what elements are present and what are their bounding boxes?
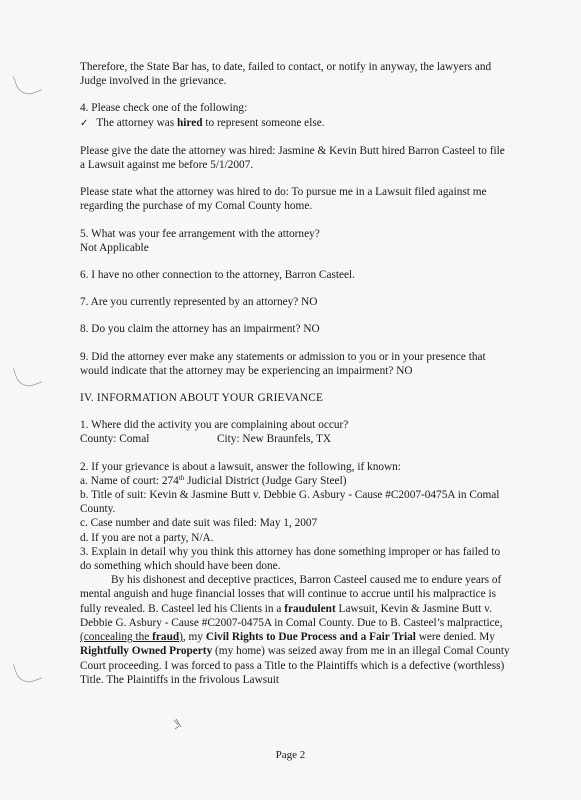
question-8: 8. Do you claim the attorney has an impairment? NO: [80, 323, 320, 336]
narrative-text-3: , my: [182, 631, 206, 644]
narrative-bold-fraudulent: fraudulent: [284, 602, 336, 615]
item-2c: c. Case number and date suit was filed: May 1, 2007: [80, 517, 318, 530]
item-2a-post: Judicial District (Judge Gary Steel): [184, 474, 347, 487]
answer-4-post: to represent someone else.: [202, 116, 325, 129]
item-1-location: [80, 432, 510, 446]
narrative-text-5: (my home) was seized away from me in an illegal Comal County Court proceeding. I was forced to pass a Title to the Plaintiffs which is a defective (worthless) Title. The Plaintiffs in the frivolous Lawsuit: [80, 645, 510, 686]
question-7: 7. Are you currently represented by an attorney? NO: [80, 296, 318, 309]
item-1-question: 1. Where did the activity you are complaining about occur?: [80, 419, 349, 432]
pen-mark-icon: [172, 718, 183, 731]
item-2d: d. If you are not a party, N/A.: [80, 531, 214, 544]
narrative-text-2: Lawsuit, Kevin & Jasmine Butt v. Debbie G. Asbury - Cause #C2007-0475A in Comal County. Due to B. Casteel’s malpractice,: [80, 602, 503, 629]
narrative-bold-property: Rightfully Owned Property: [80, 645, 213, 658]
narrative-paragraph: [80, 573, 510, 687]
item-2a: [80, 474, 510, 488]
answer-4-bold: hired: [177, 116, 203, 129]
narrative-ul-post: ): [179, 631, 183, 644]
checkmark-icon: ✓: [80, 117, 89, 129]
question-6: 6. I have no other connection to the attorney, Barron Casteel.: [80, 269, 356, 282]
hire-date-paragraph: Please give the date the attorney was hired: Jasmine & Kevin Butt hired Barron Casteel to file a Lawsuit against me before 5/1/2007.: [80, 144, 505, 172]
document-body: [80, 60, 510, 700]
narrative-text-4: were denied. My: [415, 631, 495, 644]
answer-4: [80, 116, 510, 131]
punch-hole-mark: [13, 69, 42, 98]
punch-hole-mark: [13, 657, 42, 686]
item-2b: b. Title of suit: Kevin & Jasmine Butt v. Debbie G. Asbury - Cause #C2007-0475A in Comal County.: [80, 489, 500, 516]
item-2a-sup: th: [178, 473, 185, 482]
item-3: 3. Explain in detail why you think this attorney has done something improper or has failed to do something which should have been done.: [80, 545, 501, 573]
answer-5: Not Applicable: [80, 241, 149, 254]
section-heading: IV. INFORMATION ABOUT YOUR GRIEVANCE: [80, 392, 324, 405]
narrative-text-1: By his dishonest and deceptive practices, Barron Casteel caused me to endure years of mental anguish and huge financial losses that will continue to accrue until his malpractice is fully revealed. B. Casteel led his Clients in a: [80, 574, 502, 615]
county-value: County: Comal: [80, 433, 150, 446]
intro-paragraph: Therefore, the State Bar has, to date, failed to contact, or notify in anyway, the lawyers and Judge involved in the grievance.: [80, 61, 492, 88]
question-9: 9. Did the attorney ever make any statements or admission to you or in your presence that would indicate that the attorney may be experiencing an impairment? NO: [80, 350, 486, 377]
item-2-question: 2. If your grievance is about a lawsuit, answer the following, if known:: [80, 460, 401, 473]
punch-hole-mark: [13, 361, 42, 390]
hire-purpose-paragraph: Please state what the attorney was hired to do: To pursue me in a Lawsuit filed against me regarding the purchase of my Comal County home.: [80, 186, 487, 213]
question-4: 4. Please check one of the following:: [80, 102, 248, 115]
city-value: City: New Braunfels, TX: [217, 433, 332, 446]
question-5: 5. What was your fee arrangement with the attorney?: [80, 227, 320, 240]
narrative-bold-civil-rights: Civil Rights to Due Process and a Fair Trial: [205, 631, 416, 644]
narrative-ul-bold: fraud: [152, 631, 180, 644]
item-2a-pre: a. Name of court: 274: [80, 474, 179, 487]
answer-4-pre: The attorney was: [96, 116, 178, 129]
page-number: Page 2: [275, 749, 306, 761]
narrative-underlined: [80, 631, 183, 643]
narrative-ul-pre: (concealing the: [80, 631, 153, 644]
